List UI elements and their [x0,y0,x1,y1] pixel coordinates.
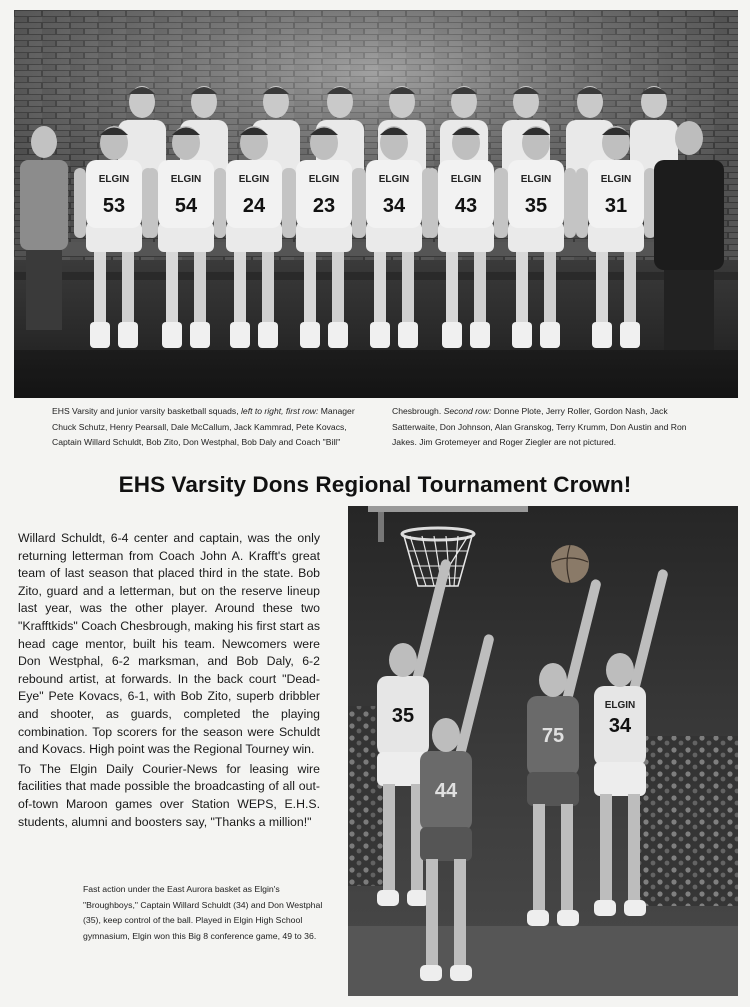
jersey-number: 53 [102,195,126,217]
article-paragraph-1: Willard Schuldt, 6-4 center and captain, was the only returning letterman from Coach John A. Krafft's great team of last season that placed third in the state. Bob Zito, guard and a letterman, but on the reserve lineup last year, was the other player. Around these two "Krafftkids" Coach Chesbrough, making his first start as head cage mentor, built his team. Newcomers were Don Westphal, 6-2 marksman, and Bob Daly, 6-2 rebound artist, at forwards. In the back court "Dead-Eye" Pete Kovacs, 6-1, with Bob Zito, superb dribbler and shooter, as guards, completed the playing combination. Top scorers for the season were Schuldt and Kovacs. High point was the Regional Tourney win. [18,531,320,757]
jersey-lettering: ELGIN [600,174,632,185]
team-photo-caption [52,404,704,451]
jersey-lettering: ELGIN [604,700,636,711]
jersey-number: 31 [604,195,628,217]
caption-first-row: Manager Chuck Schutz, Henry Pearsall, Dale McCallum, Jack Kammrad, Pete Kovacs, Captain Willard Schuldt, Bob Zito, Don Westphal, Bob Daly and Coach "Bill" Chesbrough. [52,406,444,448]
jersey-lettering: ELGIN [98,174,130,185]
caption-second-row: Donne Plote, Jerry Roller, Gordon Nash, Jack Satterwaite, Don Johnson, Alan Granskog, Terry Krumm, Don Austin and Ron Jakes. Jim Grotemeyer and Roger Ziegler are not pictured. [392,406,687,448]
jersey-number: 34 [608,715,632,737]
jersey-lettering: ELGIN [308,174,340,185]
jersey-lettering: ELGIN [238,174,270,185]
article-paragraph-2: To The Elgin Daily Courier-News for leasing wire facilities that made possible the broadcasting of all out-of-town Maroon games over Station WEPS, E.H.S. students, alumni and boosters say, "Thanks a million!" [18,761,320,829]
caption-second-row-label: Second row: [443,406,492,416]
jersey-number: 54 [174,195,198,217]
jersey-number: 35 [524,195,548,217]
action-photo [348,506,738,996]
jersey-number: 43 [454,195,478,217]
jersey-number: 75 [541,725,565,747]
jersey-number: 34 [382,195,406,217]
jersey-number: 23 [312,195,336,217]
article-body [18,530,320,831]
action-photo-caption: Fast action under the East Aurora basket as Elgin's "Broughboys," Captain Willard Schuldt (34) and Don Westphal (35), keep control of the ball. Played in Elgin High School gymnasium, Elgin won this Big 8 conference game, 49 to 36. [83,884,323,941]
jersey-lettering: ELGIN [170,174,202,185]
caption-first-row-label: left to right, first row: [241,406,319,416]
jersey-lettering: ELGIN [450,174,482,185]
jersey-lettering: ELGIN [520,174,552,185]
jersey-lettering: ELGIN [378,174,410,185]
jersey-number: 35 [391,705,415,727]
headline: EHS Varsity Dons Regional Tournament Crown! [118,472,632,497]
jersey-number: 24 [242,195,266,217]
team-photo [14,10,738,398]
jersey-number: 44 [434,780,458,802]
team-photo-illustration [14,10,738,398]
caption-lead: EHS Varsity and junior varsity basketball squads, [52,406,241,416]
action-photo-illustration [348,506,738,996]
